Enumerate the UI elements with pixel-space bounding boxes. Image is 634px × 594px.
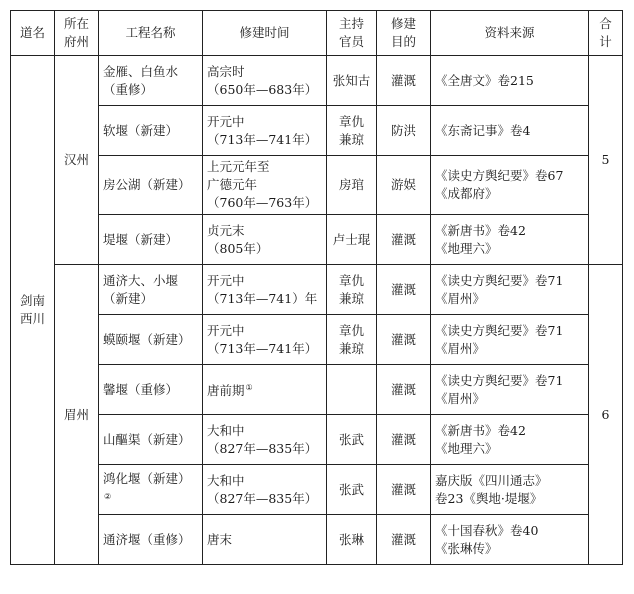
purpose-cell: 灌溉 xyxy=(377,265,431,315)
project-name-cell: 房公湖（新建） xyxy=(99,156,203,215)
project-name-cell: 蟆颐堰（新建） xyxy=(99,315,203,365)
table-row xyxy=(11,465,623,515)
construction-time-cell: 开元中 （713年—741年） xyxy=(203,106,327,156)
source-cell: 《读史方舆纪要》卷71 《眉州》 xyxy=(431,265,589,315)
purpose-cell: 防洪 xyxy=(377,106,431,156)
project-name-cell: 金雁、白鱼水 （重修） xyxy=(99,56,203,106)
header-cell: 资料来源 xyxy=(431,11,589,56)
source-cell: 嘉庆版《四川通志》 卷23《舆地·堤堰》 xyxy=(431,465,589,515)
project-name-cell: 通济堰（重修） xyxy=(99,515,203,565)
project-name-cell: 山醧渠（新建） xyxy=(99,415,203,465)
source-cell: 《读史方舆纪要》卷71 《眉州》 xyxy=(431,365,589,415)
project-name-cell: 堤堰（新建） xyxy=(99,215,203,265)
purpose-cell: 灌溉 xyxy=(377,365,431,415)
header-cell: 修建时间 xyxy=(203,11,327,56)
total-cell: 6 xyxy=(589,265,623,565)
header-cell: 合 计 xyxy=(589,11,623,56)
prefecture-cell: 汉州 xyxy=(55,56,99,265)
official-cell: 章仇 兼琼 xyxy=(327,265,377,315)
construction-time-cell: 大和中 （827年—835年） xyxy=(203,415,327,465)
purpose-cell: 灌溉 xyxy=(377,515,431,565)
header-row xyxy=(11,11,623,56)
official-cell: 房琯 xyxy=(327,156,377,215)
table-row xyxy=(11,515,623,565)
table-row xyxy=(11,415,623,465)
purpose-cell: 游娱 xyxy=(377,156,431,215)
official-cell: 卢士琨 xyxy=(327,215,377,265)
construction-time-cell: 开元中 （713年—741年） xyxy=(203,315,327,365)
project-name-cell: 通济大、小堰 （新建） xyxy=(99,265,203,315)
table-row xyxy=(11,156,623,215)
water-projects-table xyxy=(10,10,623,565)
total-cell: 5 xyxy=(589,56,623,265)
purpose-cell: 灌溉 xyxy=(377,315,431,365)
source-cell: 《全唐文》卷215 xyxy=(431,56,589,106)
construction-time-cell: 唐前期① xyxy=(203,365,327,415)
official-cell: 张武 xyxy=(327,415,377,465)
circuit-cell: 剑南 西川 xyxy=(11,56,55,565)
construction-time-cell: 大和中 （827年—835年） xyxy=(203,465,327,515)
official-cell: 张知古 xyxy=(327,56,377,106)
source-cell: 《新唐书》卷42 《地理六》 xyxy=(431,215,589,265)
table-container xyxy=(10,10,622,565)
table-row xyxy=(11,265,623,315)
prefecture-cell: 眉州 xyxy=(55,265,99,565)
construction-time-cell: 高宗时 （650年—683年） xyxy=(203,56,327,106)
source-cell: 《读史方舆纪要》卷67 《成都府》 xyxy=(431,156,589,215)
construction-time-cell: 上元元年至 广德元年 （760年—763年） xyxy=(203,156,327,215)
official-cell: 张琳 xyxy=(327,515,377,565)
official-cell: 张武 xyxy=(327,465,377,515)
footnote-marker: ② xyxy=(104,491,112,501)
official-cell: 章仇 兼琼 xyxy=(327,106,377,156)
table-row xyxy=(11,365,623,415)
official-cell: 章仇 兼琼 xyxy=(327,315,377,365)
source-cell: 《新唐书》卷42 《地理六》 xyxy=(431,415,589,465)
project-name-cell: 软堰（新建） xyxy=(99,106,203,156)
purpose-cell: 灌溉 xyxy=(377,415,431,465)
construction-time-cell: 唐末 xyxy=(203,515,327,565)
footnote-marker: ① xyxy=(245,382,253,392)
table-row xyxy=(11,215,623,265)
purpose-cell: 灌溉 xyxy=(377,215,431,265)
purpose-cell: 灌溉 xyxy=(377,56,431,106)
source-cell: 《十国春秋》卷40 《张琳传》 xyxy=(431,515,589,565)
official-cell xyxy=(327,365,377,415)
table-row xyxy=(11,106,623,156)
table-row xyxy=(11,315,623,365)
table-row xyxy=(11,56,623,106)
table-body xyxy=(11,56,623,565)
project-name-cell: 鸿化堰（新建）② xyxy=(99,465,203,515)
purpose-cell: 灌溉 xyxy=(377,465,431,515)
source-cell: 《东斋记事》卷4 xyxy=(431,106,589,156)
header-cell: 主持 官员 xyxy=(327,11,377,56)
header-cell: 工程名称 xyxy=(99,11,203,56)
construction-time-cell: 贞元末 （805年） xyxy=(203,215,327,265)
header-cell: 道名 xyxy=(11,11,55,56)
source-cell: 《读史方舆纪要》卷71 《眉州》 xyxy=(431,315,589,365)
header-cell: 修建 目的 xyxy=(377,11,431,56)
header-cell: 所在 府州 xyxy=(55,11,99,56)
construction-time-cell: 开元中 （713年—741）年 xyxy=(203,265,327,315)
project-name-cell: 馨堰（重修） xyxy=(99,365,203,415)
